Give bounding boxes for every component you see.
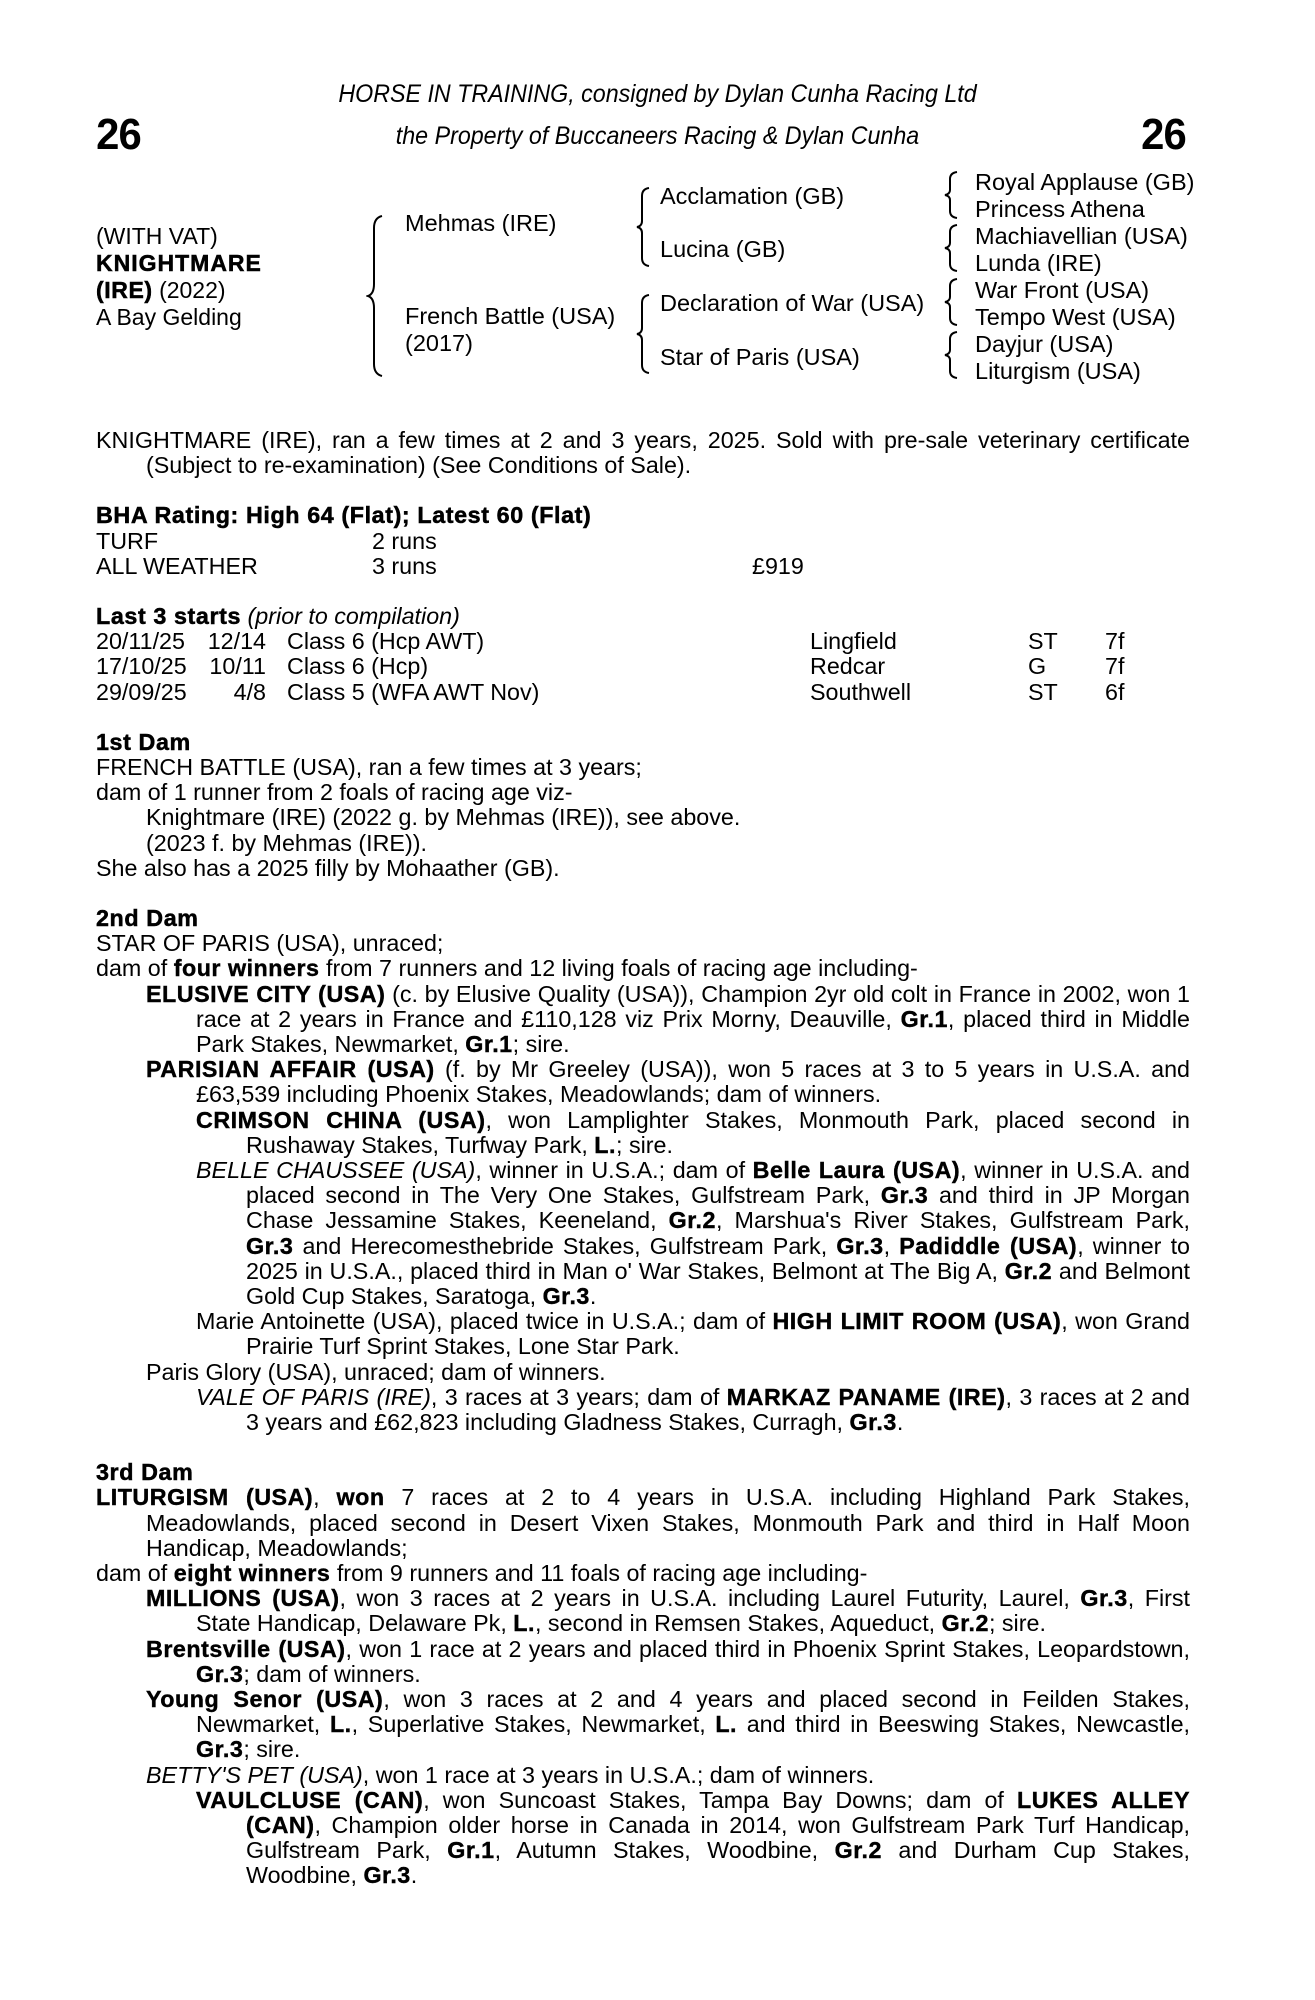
pedigree-g3-1: Princess Athena xyxy=(975,196,1145,222)
start-race: Class 6 (Hcp AWT) xyxy=(287,628,485,655)
pedigree-brace-g3-4 xyxy=(943,330,959,380)
text-run: . xyxy=(589,1283,597,1310)
text-run: and Durham Cup Stakes, Woodbine, xyxy=(246,1837,1190,1889)
bold-run: CRIMSON CHINA (USA) xyxy=(196,1106,486,1133)
lot-number-left: 26 xyxy=(96,110,141,159)
text-run: She also has a 2025 filly by Mohaather (GB). xyxy=(96,854,560,881)
pedigree-paragraph xyxy=(146,982,1190,1058)
pedigree-paragraph xyxy=(196,1108,1190,1158)
bold-run: Gr.1 xyxy=(447,1837,495,1864)
pedigree-paragraph xyxy=(146,1687,1190,1763)
text-run: dam of 1 runner from 2 foals of racing age viz- xyxy=(96,779,573,806)
text-run: ; sire. xyxy=(512,1030,570,1057)
text-run: , second in Remsen Stakes, Aqueduct, xyxy=(534,1610,942,1637)
bold-run: L. xyxy=(329,1711,352,1738)
text-run: , First State Handicap, Delaware Pk, xyxy=(196,1585,1190,1637)
text-run: , Autumn Stakes, Woodbine, xyxy=(494,1837,835,1864)
text-run: , placed third in Middle Park Stakes, Newmarket, xyxy=(196,1005,1190,1057)
dam-sections xyxy=(96,705,1190,1889)
text-run: ; sire. xyxy=(616,1131,673,1158)
start-date: 17/10/25 xyxy=(96,653,187,680)
text-run: , xyxy=(313,1484,337,1511)
lot-number-right: 26 xyxy=(1141,110,1186,159)
start-race: Class 5 (WFA AWT Nov) xyxy=(287,678,540,705)
horse-description: A Bay Gelding xyxy=(96,304,242,330)
text-run: ; dam of winners. xyxy=(243,1660,421,1687)
pedigree-paragraph xyxy=(96,931,1190,956)
pedigree-sire-sire: Acclamation (GB) xyxy=(660,183,845,209)
last-starts-heading xyxy=(96,604,1190,629)
bold-run: Gr.3 xyxy=(849,1409,897,1436)
pedigree-sire: Mehmas (IRE) xyxy=(405,210,557,236)
bold-run: Gr.2 xyxy=(1004,1257,1053,1284)
text-run: 7 races at 2 to 4 years in U.S.A. including Highland Park Stakes, Meadowlands, placed second in Desert Vixen Stakes, Monmouth Park and third in Half Moon Handicap, Meadowlands; xyxy=(146,1484,1190,1561)
bold-run: Padiddle (USA) xyxy=(899,1232,1078,1259)
start-going: ST xyxy=(1028,628,1058,655)
last-starts-title: Last 3 starts xyxy=(96,602,242,629)
text-run: Knightmare (IRE) (2022 g. by Mehmas (IRE)), see above. xyxy=(146,804,741,831)
pedigree-paragraph xyxy=(196,1788,1190,1889)
pedigree-paragraph xyxy=(96,1485,1190,1561)
text-run: and third in Beeswing Stakes, Newcastle, xyxy=(737,1711,1190,1738)
start-distance: 7f xyxy=(1105,628,1125,655)
start-date: 20/11/25 xyxy=(96,628,185,655)
start-row xyxy=(96,629,1190,654)
italic-run: BETTY'S PET (USA) xyxy=(146,1761,363,1788)
text-run: and Belmont Gold Cup Stakes, Saratoga, xyxy=(246,1257,1190,1310)
pedigree-sire-dam: Lucina (GB) xyxy=(660,236,786,262)
text-run: (c. by Elusive Quality (USA)), Champion 2yr old colt in France in 2002, won 1 race at 2 years in France and £110,128 viz Prix Morny, Deauville, xyxy=(196,980,1190,1032)
pedigree-brace-g3-2 xyxy=(943,223,959,273)
bold-run: L. xyxy=(594,1131,617,1158)
pedigree-brace-dam xyxy=(635,293,651,375)
horse-country-year xyxy=(96,277,262,304)
text-run: . xyxy=(410,1862,418,1889)
bold-run: Gr.2 xyxy=(668,1207,716,1234)
pedigree-brace-main xyxy=(366,214,384,378)
pedigree-dam-sire: Declaration of War (USA) xyxy=(660,290,925,316)
text-run: , Champion older horse in Canada in 2014, won Gulfstream Park Turf Handicap, Gulfstream Park, xyxy=(246,1812,1190,1864)
pedigree-g3-2: Machiavellian (USA) xyxy=(975,223,1188,249)
italic-run: VALE OF PARIS (IRE) xyxy=(196,1383,431,1410)
text-run: , 3 races at 2 and 3 years and £62,823 including Gladness Stakes, Curragh, xyxy=(246,1383,1190,1436)
bold-run: Brentsville (USA) xyxy=(146,1635,346,1662)
bold-run: VAULCLUSE (CAN) xyxy=(196,1786,424,1813)
rating-runs: 2 runs xyxy=(372,527,437,554)
text-run: Paris Glory (USA), unraced; dam of winners. xyxy=(146,1358,606,1385)
bold-run: ELUSIVE CITY (USA) xyxy=(146,980,386,1007)
pedigree-paragraph xyxy=(196,1385,1190,1435)
start-race: Class 6 (Hcp) xyxy=(287,653,429,680)
bold-run: LITURGISM (USA) xyxy=(96,1484,314,1511)
pedigree-paragraph xyxy=(96,1561,1190,1586)
text-run: , won 3 races at 2 years in U.S.A. including Laurel Futurity, Laurel, xyxy=(339,1585,1081,1612)
bold-run: Gr.3 xyxy=(880,1182,929,1209)
summary-paragraph: KNIGHTMARE (IRE), ran a few times at 2 and 3 years, 2025. Sold with pre-sale veterinary certificate (Subject to re-examination) (See Conditions of Sale). xyxy=(96,427,1190,479)
text-run: , xyxy=(883,1232,900,1259)
text-run: , Marshua's River Stakes, Gulfstream Park, xyxy=(715,1207,1190,1234)
section-heading: 3rd Dam xyxy=(96,1459,194,1486)
text-run: and Herecomesthebride Stakes, Gulfstream Park, xyxy=(293,1232,837,1259)
text-run: , winner to 2025 in U.S.A., placed third in Man o' War Stakes, Belmont at The Big A, xyxy=(246,1232,1190,1284)
pedigree-g3-0: Royal Applause (GB) xyxy=(975,169,1195,195)
text-run: FRENCH BATTLE (USA), ran a few times at 3 years; xyxy=(96,753,642,780)
vat-label: (WITH VAT) xyxy=(96,223,218,249)
pedigree-g3-4: War Front (USA) xyxy=(975,277,1150,303)
pedigree-dam-dam: Star of Paris (USA) xyxy=(660,344,860,370)
start-distance: 7f xyxy=(1105,653,1125,680)
pedigree-g3-7: Liturgism (USA) xyxy=(975,358,1141,384)
start-distance: 6f xyxy=(1105,678,1125,705)
horse-name: KNIGHTMARE xyxy=(96,250,262,276)
pedigree-paragraph xyxy=(196,1309,1190,1359)
start-course: Southwell xyxy=(810,678,912,705)
rating-row xyxy=(96,529,1190,554)
bold-run: won xyxy=(336,1484,385,1511)
horse-identity xyxy=(96,223,262,331)
text-run: , won 3 races at 2 and 4 years and placed second in Feilden Stakes, Newmarket, xyxy=(196,1686,1191,1738)
text-run: , won Grand Prairie Turf Sprint Stakes, Lone Star Park. xyxy=(246,1308,1190,1360)
pedigree-paragraph xyxy=(96,755,1190,780)
pedigree-brace-sire xyxy=(635,186,651,268)
pedigree-paragraph xyxy=(96,856,1190,881)
rating-row xyxy=(96,554,1190,579)
rating-surface: ALL WEATHER xyxy=(96,552,258,579)
text-run: (2023 f. by Mehmas (IRE)). xyxy=(146,829,427,856)
text-run: , 3 races at 3 years; dam of xyxy=(430,1383,727,1410)
text-run: from 9 runners and 11 foals of racing age including- xyxy=(330,1560,868,1587)
bold-run: L. xyxy=(715,1711,738,1738)
bold-run: four winners xyxy=(173,955,320,982)
start-course: Lingfield xyxy=(810,628,897,655)
horse-year: (2022) xyxy=(159,277,226,303)
start-going: ST xyxy=(1028,678,1058,705)
bold-run: HIGH LIMIT ROOM (USA) xyxy=(772,1308,1062,1335)
pedigree-g3-3: Lunda (IRE) xyxy=(975,250,1102,276)
bold-run: Gr.1 xyxy=(465,1030,513,1057)
bold-run: Young Senor (USA) xyxy=(146,1686,384,1713)
rating-prize: £919 xyxy=(752,552,804,579)
bold-run: MARKAZ PANAME (IRE) xyxy=(726,1383,1006,1410)
bold-run: LUKES ALLEY (CAN) xyxy=(246,1786,1191,1839)
bold-run: eight winners xyxy=(173,1560,331,1587)
bold-run: PARISIAN AFFAIR (USA) xyxy=(146,1056,435,1083)
bold-run: Gr.3 xyxy=(246,1232,294,1259)
pedigree-g3-5: Tempo West (USA) xyxy=(975,304,1176,330)
start-position: 10/11 xyxy=(209,653,266,680)
start-going: G xyxy=(1028,653,1047,680)
pedigree-paragraph xyxy=(146,805,1190,830)
bold-run: Gr.3 xyxy=(196,1660,244,1687)
pedigree-dam-year: (2017) xyxy=(405,330,473,356)
text-run: (f. by Mr Greeley (USA)), won 5 races at 3 to 5 years in U.S.A. and £63,539 including Phoenix Stakes, Meadowlands; dam of winners. xyxy=(196,1056,1191,1108)
bold-run: Gr.1 xyxy=(900,1005,948,1032)
text-run: STAR OF PARIS (USA), unraced; xyxy=(96,930,444,957)
pedigree-paragraph xyxy=(146,1763,1190,1788)
start-row xyxy=(96,654,1190,679)
pedigree-paragraph xyxy=(146,1637,1190,1687)
bold-run: Gr.3 xyxy=(836,1232,884,1259)
start-course: Redcar xyxy=(810,653,886,680)
pedigree-paragraph xyxy=(146,1360,1190,1385)
text-run: , Superlative Stakes, Newmarket, xyxy=(351,1711,716,1738)
bold-run: Gr.2 xyxy=(834,1837,882,1864)
bold-run: Gr.3 xyxy=(542,1283,590,1310)
bold-run: MILLIONS (USA) xyxy=(146,1585,340,1612)
bold-run: L. xyxy=(513,1610,535,1637)
text-run: , won Suncoast Stakes, Tampa Bay Downs; dam of xyxy=(423,1786,1017,1813)
bold-run: Belle Laura (USA) xyxy=(752,1157,961,1183)
text-run: , won 1 race at 2 years and placed third in Phoenix Sprint Stakes, Leopardstown, xyxy=(345,1635,1190,1662)
text-run: , winner in U.S.A. and placed second in The Very One Stakes, Gulfstream Park, xyxy=(246,1157,1190,1209)
pedigree-dam: French Battle (USA) xyxy=(405,303,616,329)
start-row xyxy=(96,680,1190,705)
bold-run: Gr.3 xyxy=(1080,1585,1128,1612)
start-position: 4/8 xyxy=(233,678,266,705)
pedigree-paragraph xyxy=(146,1586,1190,1636)
pedigree-paragraph xyxy=(146,1057,1190,1107)
pedigree-brace-g3-3 xyxy=(943,277,959,327)
italic-run: BELLE CHAUSSEE (USA) xyxy=(196,1157,476,1183)
bha-rating-heading: BHA Rating: High 64 (Flat); Latest 60 (Flat) xyxy=(96,502,592,529)
pedigree-paragraph xyxy=(96,780,1190,805)
text-run: ; sire. xyxy=(243,1736,301,1763)
text-run: , won Lamplighter Stakes, Monmouth Park, placed second in Rushaway Stakes, Turfway Park, xyxy=(246,1106,1190,1158)
pedigree-paragraph xyxy=(96,956,1190,981)
horse-country: (IRE) xyxy=(96,277,153,303)
start-date: 29/09/25 xyxy=(96,678,187,705)
start-position: 12/14 xyxy=(207,628,266,655)
text-run: dam of xyxy=(96,955,174,982)
pedigree-g3-6: Dayjur (USA) xyxy=(975,331,1114,357)
pedigree-paragraph xyxy=(146,831,1190,856)
consignor-line: HORSE IN TRAINING, consigned by Dylan Cunha Racing Ltd xyxy=(338,80,977,108)
section-heading: 2nd Dam xyxy=(96,904,199,931)
bold-run: Gr.2 xyxy=(941,1610,989,1637)
text-run: . xyxy=(896,1409,904,1436)
text-run: Marie Antoinette (USA), placed twice in U.S.A.; dam of xyxy=(196,1308,773,1335)
catalogue-body xyxy=(96,428,1190,1889)
text-run: and third in JP Morgan Chase Jessamine Stakes, Keeneland, xyxy=(246,1182,1190,1234)
pedigree-paragraph xyxy=(196,1158,1190,1309)
bold-run: Gr.3 xyxy=(363,1862,411,1889)
text-run: dam of xyxy=(96,1560,174,1587)
last-starts-note: (prior to compilation) xyxy=(247,602,460,629)
pedigree-brace-g3-1 xyxy=(943,170,959,220)
text-run: ; sire. xyxy=(988,1610,1046,1637)
property-line: the Property of Buccaneers Racing & Dylan Cunha xyxy=(395,122,920,150)
text-run: , winner in U.S.A.; dam of xyxy=(475,1157,753,1183)
bold-run: Gr.3 xyxy=(196,1736,244,1763)
text-run: , won 1 race at 3 years in U.S.A.; dam of winners. xyxy=(362,1761,875,1788)
rating-surface: TURF xyxy=(96,527,159,554)
text-run: from 7 runners and 12 living foals of racing age including- xyxy=(319,955,918,982)
rating-runs: 3 runs xyxy=(372,552,437,579)
section-heading: 1st Dam xyxy=(96,728,191,755)
